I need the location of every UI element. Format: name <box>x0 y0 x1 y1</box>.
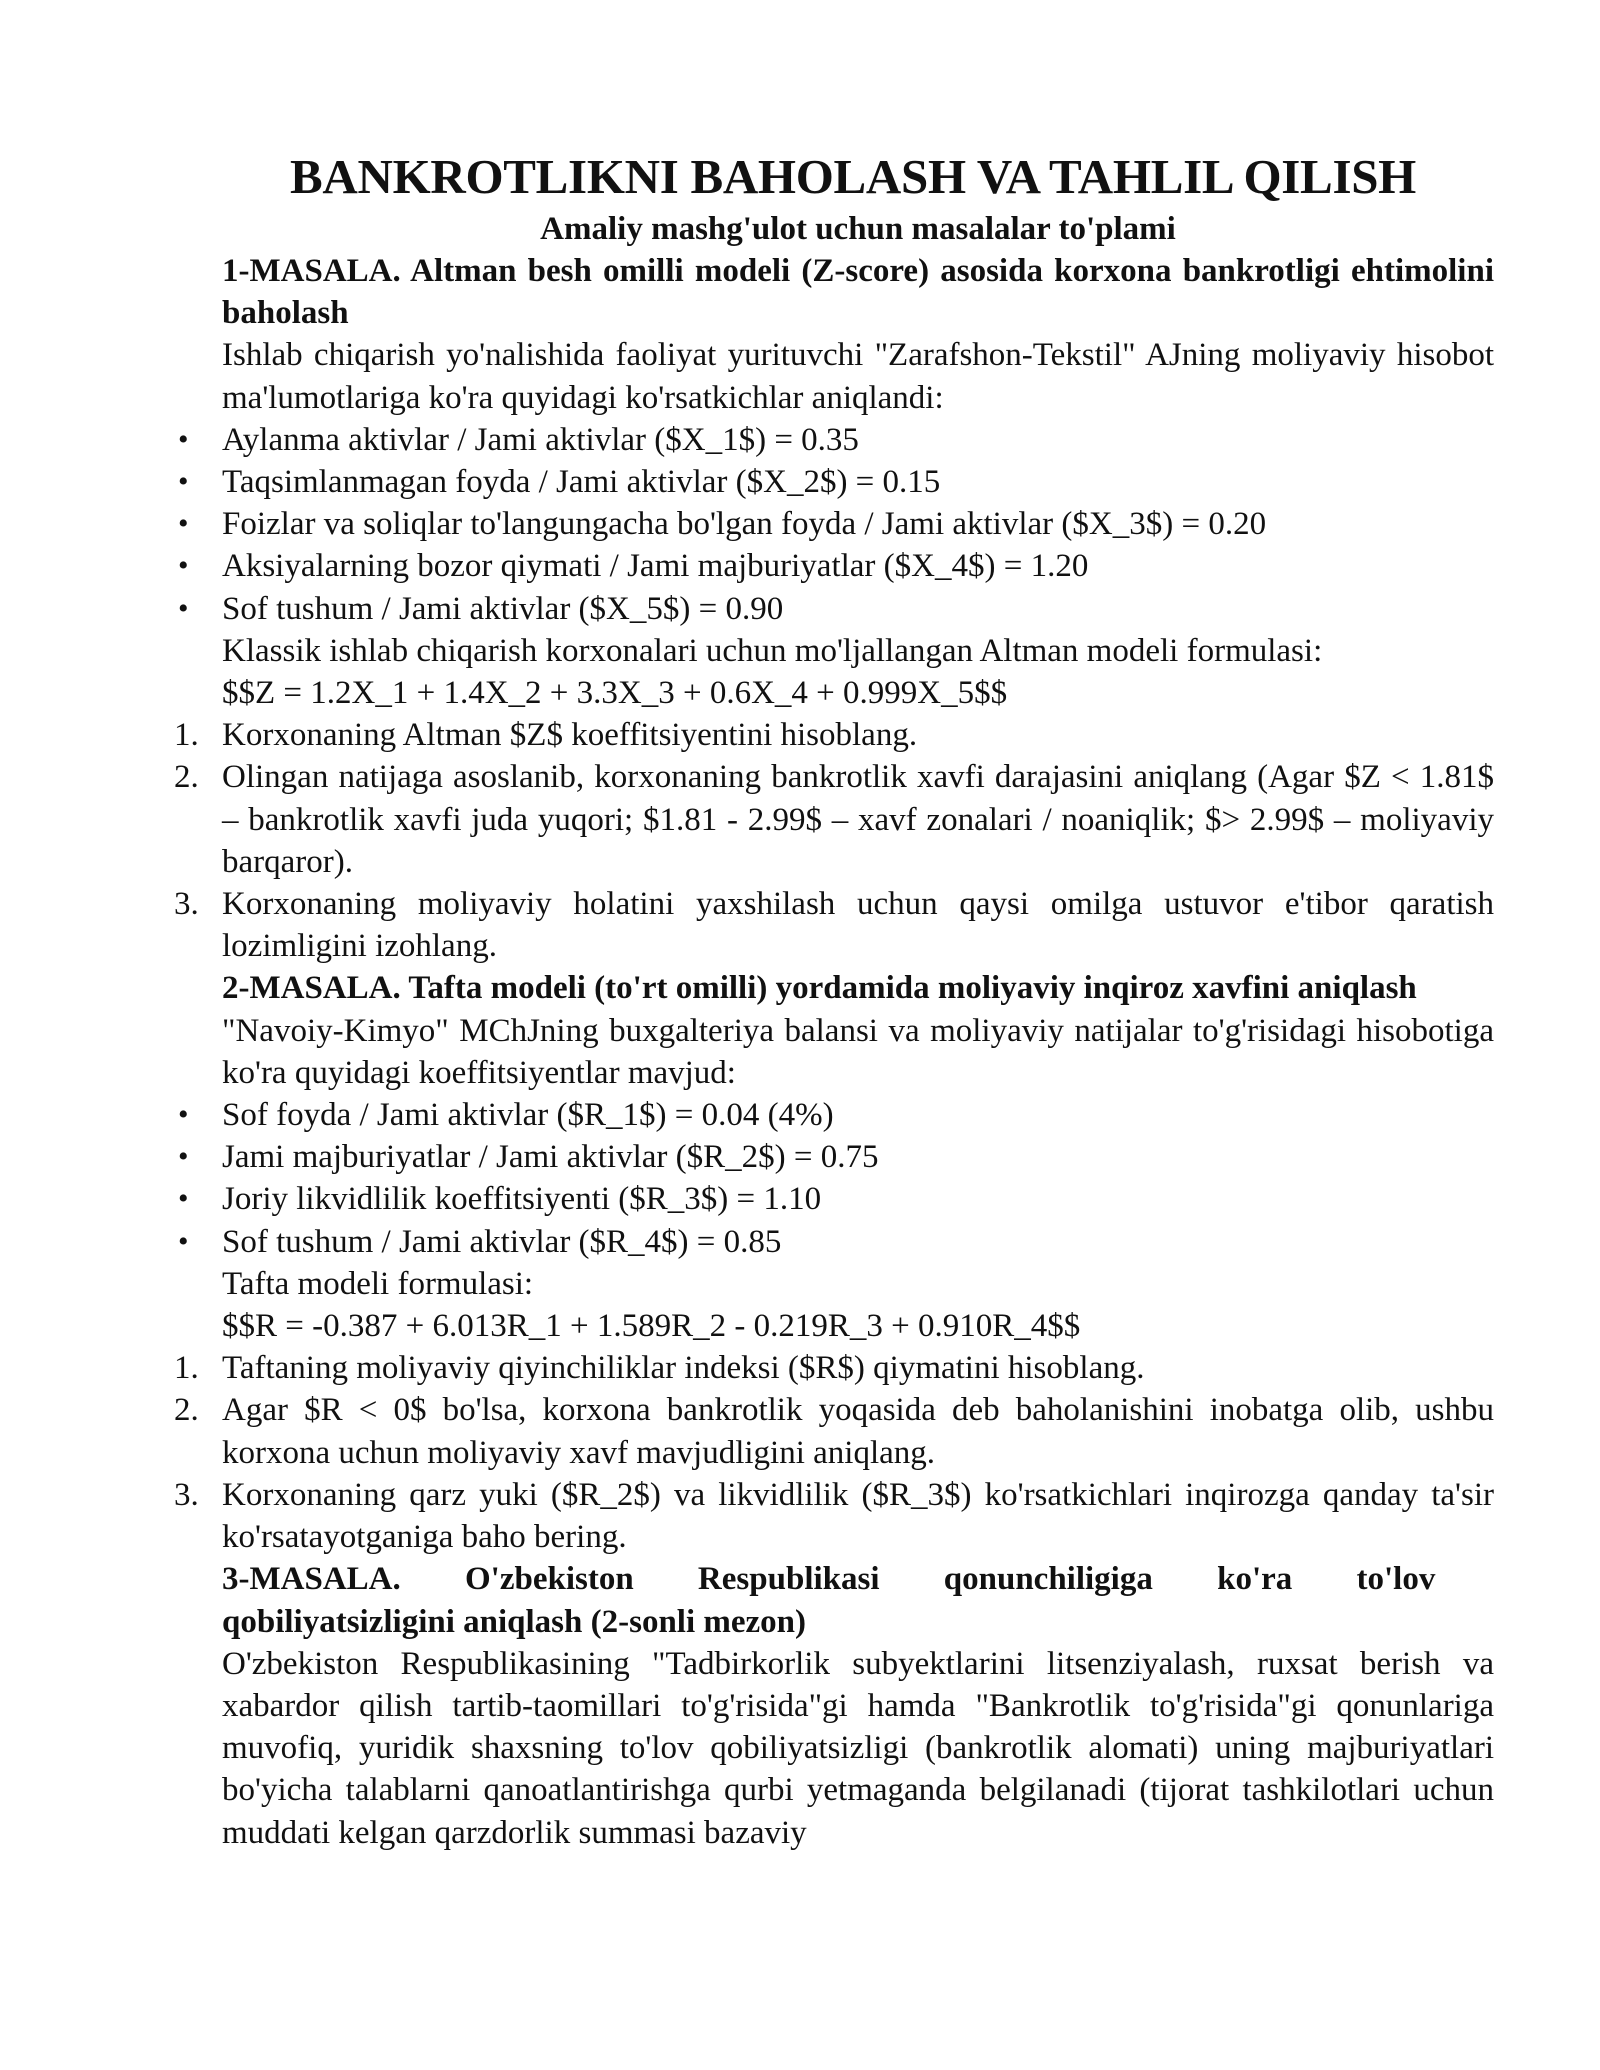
task-number: 2. <box>174 1392 199 1429</box>
list-item: • Sof tushum / Jami aktivlar ($X_5$) = 0.90 <box>222 588 1494 630</box>
task-number: 3. <box>174 886 199 923</box>
task-text: Korxonaning moliyaviy holatini yaxshilash uchun qaysi omilga ustuvor e'tibor qaratish lozimligini izohlang. <box>222 886 1494 965</box>
formula-intro: Klassik ishlab chiqarish korxonalari uchun mo'ljallangan Altman modeli formulasi: <box>222 632 1323 669</box>
task-number: 3. <box>174 1476 199 1513</box>
task-text: Agar $R < 0$ bo'lsa, korxona bankrotlik yoqasida deb baholanishini inobatga olib, ushbu korxona uchun moliyaviy xavf mavjudligini aniqlang. <box>222 1392 1494 1471</box>
list-item: • Joriy likvidlilik koeffitsiyenti ($R_3$) = 1.10 <box>222 1178 1494 1220</box>
formula-intro: Tafta modeli formulasi: <box>222 1265 534 1302</box>
list-item <box>174 714 1494 756</box>
document-title: BANKROTLIKNI BAHOLASH VA TAHLIL QILISH <box>290 149 1416 204</box>
list-item <box>174 1474 1494 1558</box>
list-item <box>174 1347 1494 1389</box>
problem-intro: O'zbekiston Respublikasining "Tadbirkorlik subyektlarini litsenziyalash, ruxsat berish va xabardor qilish tartib-taomillari to'g'risida"gi hamda "Bankrotlik to'g'risida"gi qonunlariga muvofiq, yuridik shaxsning to'lov qobiliyatsizligi (bankrotlik alomati) uning majburiyatlari bo'yicha talablarni qanoatlantirishga qurbi yetmaganda belgilanadi (tijorat tashkilotlari uchun muddati kelgan qarzdorlik summasi bazaviy <box>222 1645 1494 1851</box>
document-subtitle: Amaliy mashg'ulot uchun masalalar to'plami <box>540 211 1176 247</box>
problem-intro: "Navoiy-Kimyo" MChJning buxgalteriya balansi va moliyaviy natijalar to'g'risidagi hisobotiga ko'ra quyidagi koeffitsiyentlar mavjud: <box>222 1012 1494 1091</box>
task-text: Olingan natijaga asoslanib, korxonaning bankrotlik xavfi darajasini aniqlang (Agar $Z < 1.81$ – bankrotlik xavfi juda yuqori; $1.81 - 2.99$ – xavf zonalari / noaniqlik; $> 2.99$ – moliyaviy barqaror). <box>222 759 1494 880</box>
formula: $$R = -0.387 + 6.013R_1 + 1.589R_2 - 0.219R_3 + 0.910R_4$$ <box>222 1308 1081 1345</box>
list-item <box>174 756 1494 883</box>
task-number: 1. <box>174 1350 199 1387</box>
task-text: Korxonaning Altman $Z$ koeffitsiyentini hisoblang. <box>222 717 918 754</box>
problem-heading: 1-MASALA. Altman besh omilli modeli (Z-score) asosida korxona bankrotligi ehtimolini baholash <box>222 253 1494 332</box>
indicator-list <box>222 1094 1494 1263</box>
problem-1 <box>174 250 1494 967</box>
task-number: 1. <box>174 717 199 754</box>
task-text: Taftaning moliyaviy qiyinchiliklar indeksi ($R$) qiymatini hisoblang. <box>222 1350 1145 1387</box>
list-item: • Sof tushum / Jami aktivlar ($R_4$) = 0.85 <box>222 1221 1494 1263</box>
list-item: • Sof foyda / Jami aktivlar ($R_1$) = 0.04 (4%) <box>222 1094 1494 1136</box>
problem-heading: 3-MASALA. O'zbekiston Respublikasi qonunchiligiga ko'ra to'lov <box>222 1561 1436 1598</box>
list-item: • Taqsimlanmagan foyda / Jami aktivlar ($X_2$) = 0.15 <box>222 461 1494 503</box>
list-item: • Aksiyalarning bozor qiymati / Jami majburiyatlar ($X_4$) = 1.20 <box>222 545 1494 587</box>
task-list <box>174 1347 1494 1558</box>
list-item: • Jami majburiyatlar / Jami aktivlar ($R_2$) = 0.75 <box>222 1136 1494 1178</box>
indicator-list <box>222 419 1494 630</box>
problem-intro: Ishlab chiqarish yo'nalishida faoliyat yurituvchi "Zarafshon-Tekstil" AJning moliyaviy hisobot ma'lumotlariga ko'ra quyidagi ko'rsatkichlar aniqlandi: <box>222 337 1494 416</box>
list-item <box>174 883 1494 967</box>
list-item: • Foizlar va soliqlar to'langungacha bo'lgan foyda / Jami aktivlar ($X_3$) = 0.20 <box>222 503 1494 545</box>
problem-heading: 2-MASALA. Tafta modeli (to'rt omilli) yordamida moliyaviy inqiroz xavfini aniqlash <box>222 970 1417 1007</box>
list-item: • Aylanma aktivlar / Jami aktivlar ($X_1$) = 0.35 <box>222 419 1494 461</box>
problem-heading-continued: qobiliyatsizligini aniqlash (2-sonli mezon) <box>222 1603 807 1640</box>
document-content <box>174 148 1494 1854</box>
problem-3 <box>222 1558 1494 1853</box>
problem-2 <box>174 967 1494 1558</box>
task-number: 2. <box>174 759 199 796</box>
task-list <box>174 714 1494 967</box>
formula: $$Z = 1.2X_1 + 1.4X_2 + 3.3X_3 + 0.6X_4 + 0.999X_5$$ <box>222 675 1008 712</box>
list-item <box>174 1389 1494 1473</box>
task-text: Korxonaning qarz yuki ($R_2$) va likvidlilik ($R_3$) ko'rsatkichlari inqirozga qanday ta'sir ko'rsatayotganiga baho bering. <box>222 1476 1494 1556</box>
